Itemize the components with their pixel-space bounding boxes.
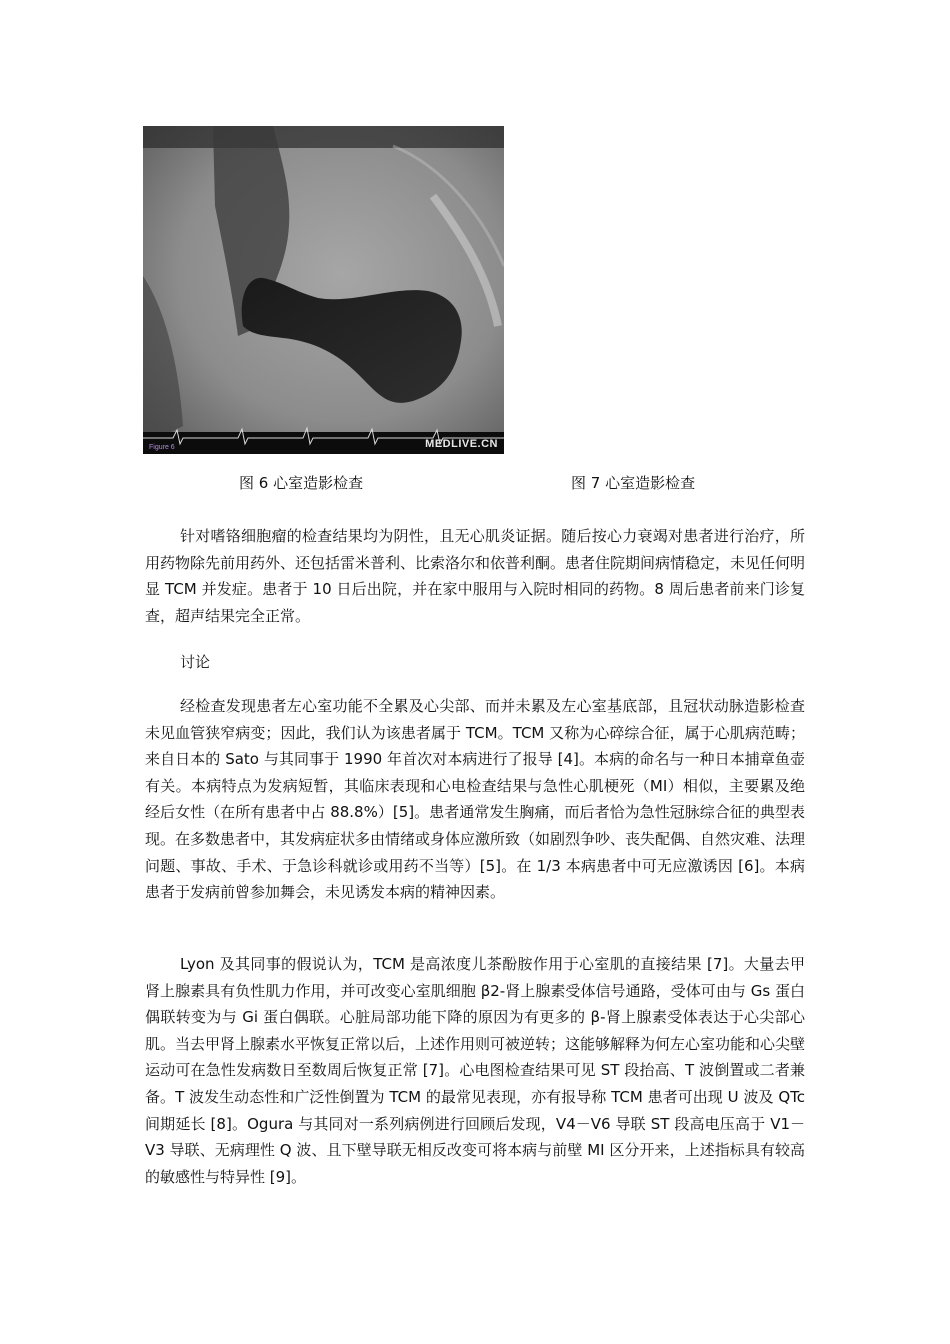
paragraph-discussion-2: Lyon 及其同事的假说认为，TCM 是高浓度儿茶酚胺作用于心室肌的直接结果 [7]。大量去甲肾上腺素具有负性肌力作用，并可改变心室肌细胞 β2-肾上腺素受体信号通路，受体可由与 Gs 蛋白偶联转变为与 Gi 蛋白偶联。心脏局部功能下降的原因为有更多的 β-肾上腺素受体表达于心尖部心肌。当去甲肾上腺素水平恢复正常以后，上述作用则可被逆转；这能够解释为何左心室功能和心尖壁运动可在急性发病数日至数周后恢复正常 [7]。心电图检查结果可见 ST 段抬高、T 波倒置或二者兼备。T 波发生动态性和广泛性倒置为 TCM 的最常见表现，亦有报导称 TCM 患者可出现 U 波及 QTc 间期延长 [8]。Ogura 与其同对一系列病例进行回顾后发现，V4－V6 导联 ST 段高电压高于 V1－V3 导联、无病理性 Q 波、且下壁导联无相反改变可将本病与前壁 MI 区分开来，上述指标具有较高的敏感性与特异性 [9]。	[145, 955, 806, 1186]
paragraph-discussion-1: 经检查发现患者左心室功能不全累及心尖部、而并未累及左心室基底部，且冠状动脉造影检查未见血管狭窄病变；因此，我们认为该患者属于 TCM。TCM 又称为心碎综合征，属于心肌病范畴；来自日本的 Sato 与其同事于 1990 年首次对本病进行了报导 [4]。本病的命名与一种日本捕章鱼壶有关。本病特点为发病短暂，其临床表现和心电检查结果与急性心肌梗死（MI）相似，主要累及绝经后女性（在所有患者中占 88.8%）[5]。患者通常发生胸痛，而后者恰为急性冠脉综合征的典型表现。在多数患者中，其发病症状多由情绪或身体应激所致（如剧烈争吵、丧失配偶、自然灾难、法理问题、事故、手术、于急诊科就诊或用药不当等）[5]。在 1/3 本病患者中可无应激诱因 [6]。本病患者于发病前曾参加舞会，未见诱发本病的精神因素。	[145, 697, 806, 902]
ventriculography-image	[143, 126, 504, 454]
figure-7-caption: 图 7 心室造影检查	[571, 474, 696, 492]
watermark: MEDLIVE.CN	[425, 438, 498, 450]
figure-6-caption: 图 6 心室造影检查	[239, 474, 364, 492]
paragraph-treatment: 针对嗜铬细胞瘤的检查结果均为阴性，且无心肌炎证据。随后按心力衰竭对患者进行治疗，所用药物除先前用药外、还包括雷米普利、比索洛尔和依普利酮。患者住院期间病情稳定，未见任何明显 TCM 并发症。患者于 10 日后出院，并在家中服用与入院时相同的药物。8 周后患者前来门诊复查，超声结果完全正常。	[145, 527, 806, 625]
figure-corner-label: Figure 6	[149, 444, 175, 451]
section-heading-discussion: 讨论	[180, 653, 211, 671]
